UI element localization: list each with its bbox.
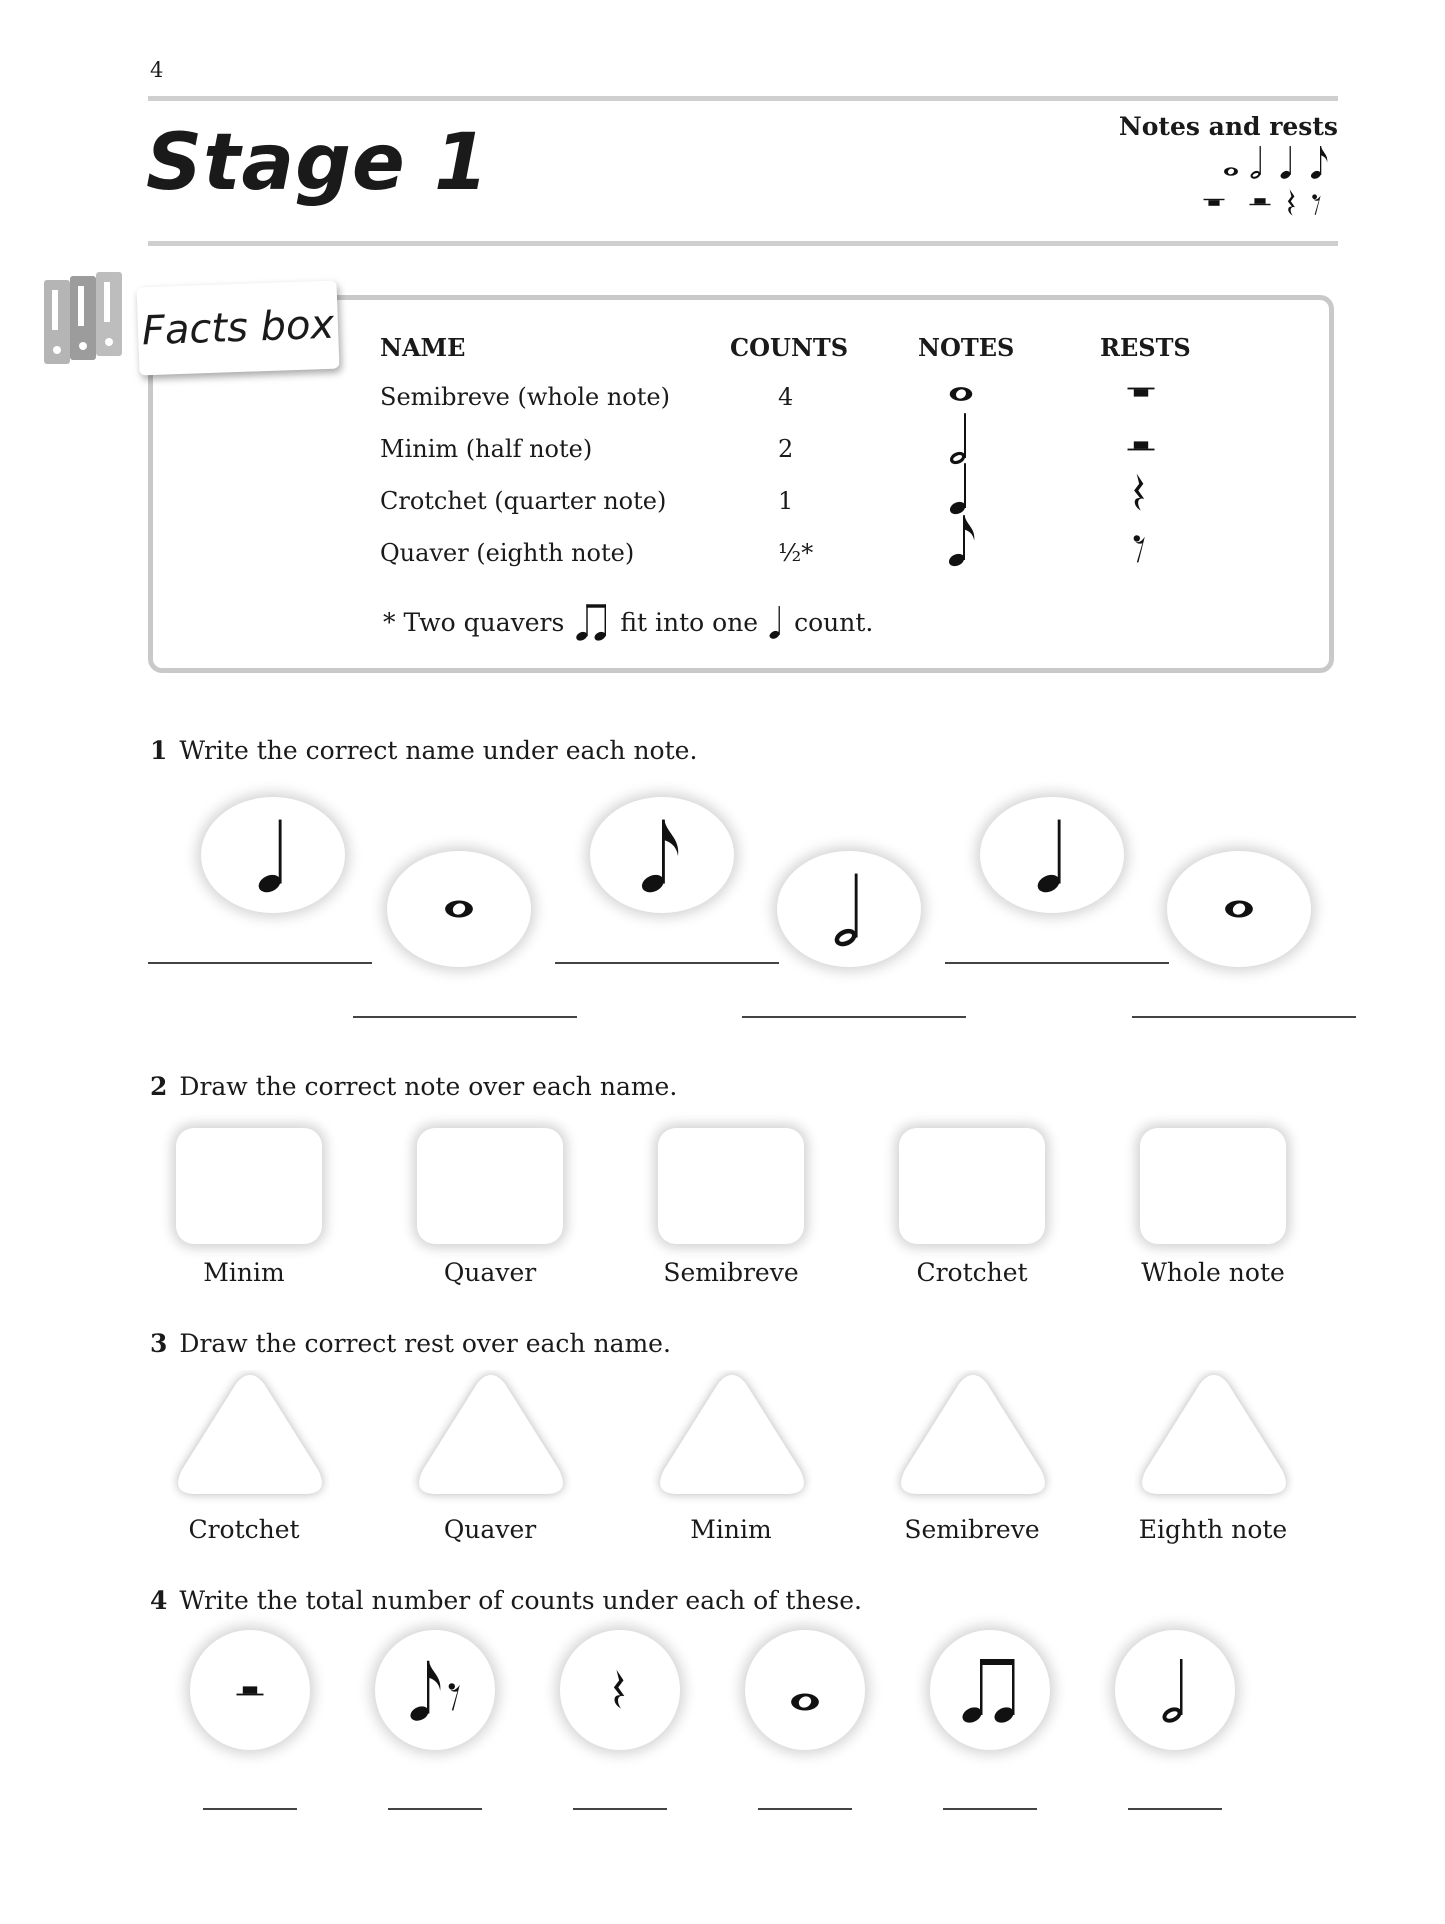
semibreve-rest-icon — [1126, 384, 1156, 402]
draw-box[interactable] — [176, 1128, 322, 1244]
note-oval — [980, 797, 1124, 913]
draw-triangle[interactable] — [170, 1370, 330, 1504]
counts-circle — [1115, 1630, 1235, 1750]
header-name: NAME — [380, 333, 466, 362]
answer-line[interactable] — [353, 1016, 577, 1018]
footnote-part2: fit into one — [620, 607, 759, 637]
crotchet-rest-icon — [611, 1668, 629, 1712]
box-label: Crotchet — [916, 1258, 1028, 1287]
note-oval — [387, 851, 531, 967]
crotchet-icon — [946, 460, 974, 516]
triangle-label: Minim — [690, 1515, 772, 1544]
facts-box-label: Facts box — [137, 281, 340, 376]
triangle-label: Crotchet — [188, 1515, 300, 1544]
row-counts: ½* — [778, 539, 814, 567]
question-number: 4 — [150, 1586, 168, 1615]
question-number: 3 — [150, 1329, 168, 1358]
beamed-quavers-icon — [572, 602, 612, 642]
row-name: Minim (half note) — [380, 435, 593, 463]
counts-answer-line[interactable] — [203, 1808, 297, 1810]
box-label: Semibreve — [663, 1258, 799, 1287]
note-oval — [201, 797, 345, 913]
answer-line[interactable] — [742, 1016, 966, 1018]
notes-and-rests-title: Notes and rests — [1118, 112, 1338, 141]
box-label: Whole note — [1141, 1258, 1285, 1287]
answer-line[interactable] — [148, 962, 372, 964]
quaver-rest-icon — [1132, 532, 1148, 564]
semibreve-icon — [948, 385, 974, 403]
row-name: Quaver (eighth note) — [380, 539, 635, 567]
draw-box[interactable] — [899, 1128, 1045, 1244]
minim-rest-icon — [235, 1681, 265, 1699]
counts-answer-line[interactable] — [758, 1808, 852, 1810]
minim-icon — [1157, 1655, 1193, 1725]
minim-rest-icon — [1126, 436, 1156, 454]
counts-answer-line[interactable] — [943, 1808, 1037, 1810]
row-counts: 4 — [778, 383, 794, 411]
footnote-part3: count. — [794, 607, 874, 637]
crotchet-icon — [253, 815, 293, 895]
crotchet-icon — [1032, 815, 1072, 895]
note-oval — [590, 797, 734, 913]
page-title: Stage 1 — [146, 118, 490, 208]
quaver-rest-icon — [447, 1680, 463, 1712]
counts-circle — [930, 1630, 1050, 1750]
crotchet-icon — [766, 604, 786, 640]
note-oval — [1167, 851, 1311, 967]
counts-answer-line[interactable] — [573, 1808, 667, 1810]
counts-circle — [375, 1630, 495, 1750]
counts-answer-line[interactable] — [388, 1808, 482, 1810]
triangle-label: Eighth note — [1138, 1515, 1288, 1544]
semibreve-rest-icon — [1204, 199, 1225, 206]
answer-line[interactable] — [945, 962, 1169, 964]
draw-box[interactable] — [417, 1128, 563, 1244]
draw-triangle[interactable] — [411, 1370, 571, 1504]
minim-icon — [829, 869, 869, 949]
draw-triangle[interactable] — [893, 1370, 1053, 1504]
question-2 — [150, 1072, 677, 1101]
draw-box[interactable] — [1140, 1128, 1286, 1244]
footnote — [383, 602, 873, 642]
counts-circle — [190, 1630, 310, 1750]
question-text: Draw the correct note over each name. — [179, 1072, 678, 1101]
header-counts: COUNTS — [730, 333, 849, 362]
row-name: Semibreve (whole note) — [380, 383, 670, 411]
crotchet-icon — [1279, 146, 1291, 180]
semibreve-icon — [443, 898, 475, 920]
box-label: Quaver — [443, 1258, 537, 1287]
minim-icon — [946, 410, 974, 466]
header-bottom-rule — [148, 241, 1338, 246]
header-notes: NOTES — [918, 333, 1015, 362]
question-4 — [150, 1586, 862, 1615]
box-label: Minim — [203, 1258, 285, 1287]
question-number: 2 — [150, 1072, 168, 1101]
quaver-icon — [1310, 146, 1328, 180]
semibreve-icon — [789, 1691, 821, 1713]
semibreve-icon — [1223, 898, 1255, 920]
quaver-rest-icon — [1312, 194, 1320, 214]
quaver-icon — [407, 1657, 447, 1723]
triangle-label: Quaver — [443, 1515, 537, 1544]
counts-circle — [745, 1630, 865, 1750]
row-counts: 2 — [778, 435, 794, 463]
top-rule — [148, 96, 1338, 101]
triangle-label: Semibreve — [904, 1515, 1040, 1544]
draw-box[interactable] — [658, 1128, 804, 1244]
answer-line[interactable] — [1132, 1016, 1356, 1018]
counts-circle — [560, 1630, 680, 1750]
rests-row-icons — [1193, 188, 1343, 218]
question-number: 1 — [150, 736, 168, 765]
question-text: Write the correct name under each note. — [179, 736, 698, 765]
answer-line[interactable] — [555, 962, 779, 964]
minim-icon — [1249, 146, 1261, 180]
binders-icon — [40, 270, 130, 370]
quaver-icon — [946, 512, 980, 568]
quaver-icon — [638, 815, 686, 895]
beamed-quavers-icon — [957, 1655, 1023, 1725]
crotchet-rest-icon — [1131, 472, 1149, 514]
minim-rest-icon — [1250, 198, 1271, 205]
note-oval — [777, 851, 921, 967]
question-text: Write the total number of counts under each of these. — [179, 1586, 862, 1615]
footnote-part1: * Two quavers — [383, 607, 565, 637]
question-1 — [150, 736, 697, 765]
draw-triangle[interactable] — [652, 1370, 812, 1504]
notes-row-icons — [1223, 144, 1343, 180]
question-3 — [150, 1329, 671, 1358]
counts-answer-line[interactable] — [1128, 1808, 1222, 1810]
crotchet-rest-icon — [1288, 189, 1295, 215]
row-counts: 1 — [778, 487, 794, 515]
semibreve-icon — [1224, 167, 1238, 176]
question-text: Draw the correct rest over each name. — [179, 1329, 671, 1358]
row-name: Crotchet (quarter note) — [380, 487, 667, 515]
page-number: 4 — [150, 58, 164, 82]
header-rests: RESTS — [1100, 333, 1191, 362]
draw-triangle[interactable] — [1134, 1370, 1294, 1504]
